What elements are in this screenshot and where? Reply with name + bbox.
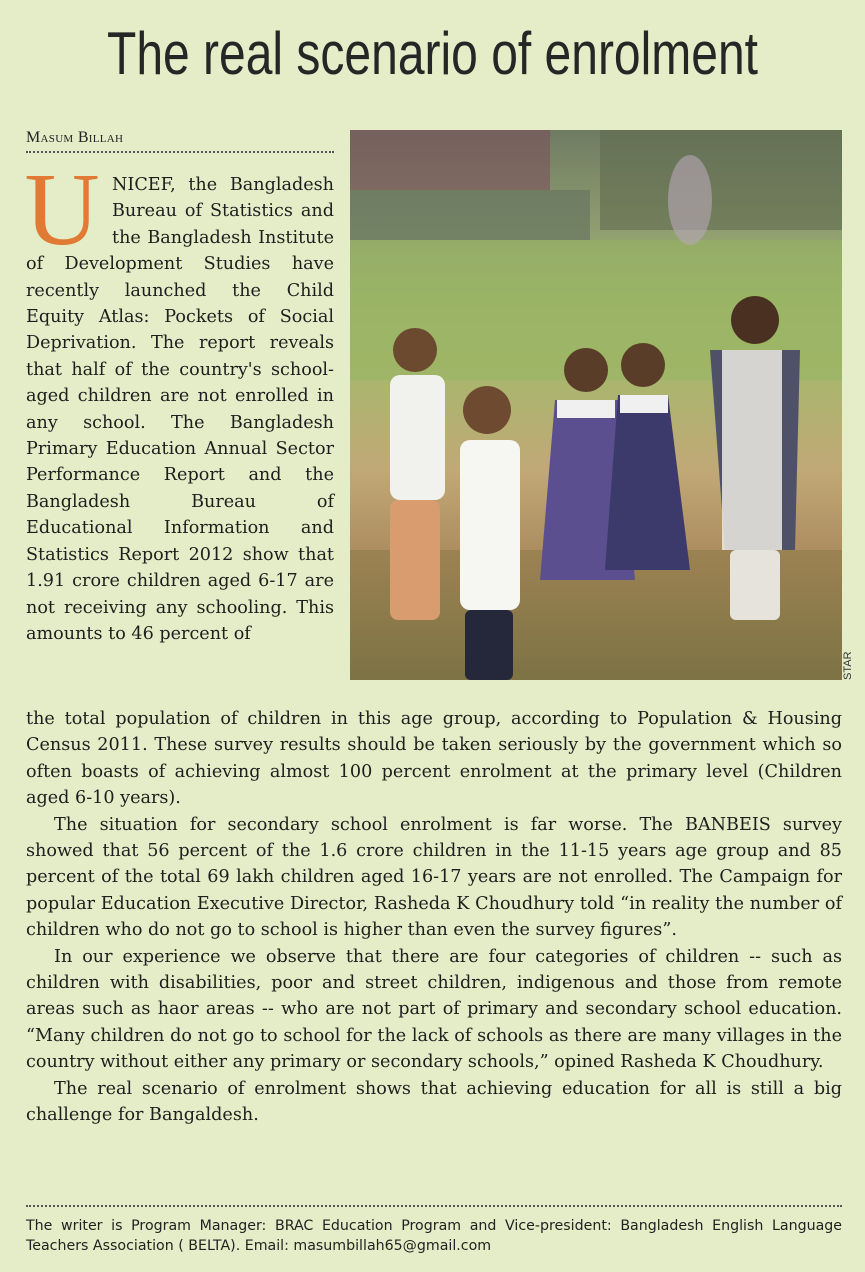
photo-credit: STAR xyxy=(842,651,854,680)
author-note: The writer is Program Manager: BRAC Education Program and Vice-president: Bangladesh English Language Teachers Association ( BELTA). Email: masumbillah65@gmail.com xyxy=(26,1218,842,1254)
drop-cap: U xyxy=(24,152,100,267)
paragraph-conclusion: The real scenario of enrolment shows that achieving education for all is still a big challenge for Bangaldesh. xyxy=(26,1078,842,1126)
footer-divider xyxy=(26,1205,842,1207)
schoolchildren-illustration xyxy=(350,130,842,680)
lead-paragraph xyxy=(24,152,334,702)
article-photo xyxy=(350,130,842,680)
paragraph-four-categories: In our experience we observe that there are four categories of children -- such as children with disabilities, poor and street children, indigenous and those from remote areas such as haor areas -- who are not part of primary and secondary school education. “Many children do not go to school for the lack of schools as there are many villages in the country without either any primary or secondary schools,” opined Rasheda K Choudhury. xyxy=(26,946,842,1073)
lead-text: NICEF, the Bangladesh Bureau of Statistics and the Bangladesh Institute of Development Studies have recently launched the Child Equity Atlas: Pockets of Social Deprivation. The report reveals that half of the country's school-aged children are not enrolled in any school. The Bangladesh Primary Education Annual Sector Performance Report and the Bangladesh Bureau of Educational Information and Statistics Report 2012 show that 1.91 crore children aged 6-17 are not receiving any schooling. This amounts to 46 percent of xyxy=(26,175,334,644)
byline: Masum Billah xyxy=(26,129,334,153)
paragraph-secondary-enrolment: The situation for secondary school enrolment is far worse. The BANBEIS survey showed that 56 percent of the 1.6 crore children in the 11-15 years age group and 85 percent of the total 69 lakh children aged 16-17 years are not enrolled. The Campaign for popular Education Executive Director, Rasheda K Choudhury told “in reality the number of children who do not go to school is higher than even the survey figures”. xyxy=(26,814,842,941)
headline: The real scenario of enrolment xyxy=(107,20,758,87)
article-body xyxy=(26,706,842,1129)
lead-continuation: the total population of children in this age group, according to Population & Housing Census 2011. These survey results should be taken seriously by the government which so often boasts of achieving almost 100 percent enrolment at the primary level (Children aged 6-10 years). xyxy=(26,709,842,809)
